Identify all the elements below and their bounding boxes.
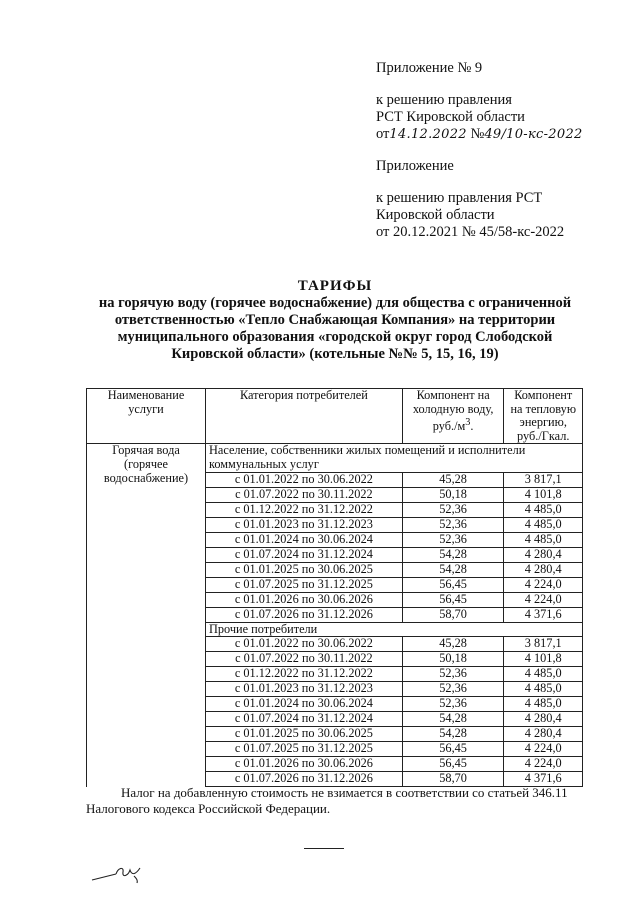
category-row [87, 444, 583, 472]
document-title [70, 278, 600, 363]
decision-date-line [376, 126, 616, 143]
title-line: ответственностью «Тепло Снабжающая Компания» на территории [114, 312, 556, 328]
table-header-row [87, 389, 583, 444]
period-cell: с 01.01.2024 по 30.06.2024 [206, 532, 403, 547]
decision-line: к решению правления [376, 92, 512, 108]
heat-value: 4 485,0 [504, 532, 583, 547]
date-prefix: от [376, 126, 390, 142]
cold-water-value: 54,28 [402, 547, 504, 562]
heat-value: 4 224,0 [504, 742, 583, 757]
cold-water-value: 58,70 [402, 772, 504, 787]
period-cell: с 01.01.2024 по 30.06.2024 [206, 697, 403, 712]
number-sign: № [470, 126, 485, 142]
heat-value: 4 485,0 [504, 667, 583, 682]
cold-water-value: 52,36 [402, 682, 504, 697]
handwritten-number: 49/10-кс-2022 [484, 127, 583, 142]
heat-value: 4 485,0 [504, 502, 583, 517]
period-cell: с 01.07.2025 по 31.12.2025 [206, 577, 403, 592]
period-cell: с 01.07.2024 по 31.12.2024 [206, 547, 403, 562]
title-line: на горячую воду (горячее водоснабжение) для общества с ограниченной [98, 295, 572, 311]
previous-decision-date: от 20.12.2021 № 45/58-кс-2022 [376, 224, 565, 240]
header-cold-water: Компонент на холодную воду, $руб./м^3$. [402, 389, 504, 444]
appendix-header [376, 60, 616, 256]
heat-value: 4 224,0 [504, 577, 583, 592]
period-cell: с 01.07.2022 по 30.11.2022 [206, 652, 403, 667]
heat-value: 4 485,0 [504, 697, 583, 712]
heat-value: 4 224,0 [504, 592, 583, 607]
period-cell: с 01.01.2025 по 30.06.2025 [206, 562, 403, 577]
period-cell: с 01.01.2023 по 31.12.2023 [206, 682, 403, 697]
heat-value: 4 101,8 [504, 652, 583, 667]
heat-value: 4 224,0 [504, 757, 583, 772]
period-cell: с 01.01.2022 по 30.06.2022 [206, 472, 403, 487]
previous-decision-authority: Кировской области [376, 207, 495, 223]
period-cell: с 01.12.2022 по 31.12.2022 [206, 667, 403, 682]
cold-water-value: 50,18 [402, 652, 504, 667]
consumer-category: Прочие потребители [206, 622, 583, 637]
heat-value: 4 280,4 [504, 547, 583, 562]
table-body [87, 444, 583, 787]
cold-water-value: 50,18 [402, 487, 504, 502]
handwritten-date: 14.12.2022 [389, 127, 467, 142]
period-cell: с 01.12.2022 по 31.12.2022 [206, 502, 403, 517]
appendix-label: Приложение [376, 158, 454, 174]
cold-water-value: 56,45 [402, 577, 504, 592]
period-cell: с 01.07.2026 по 31.12.2026 [206, 772, 403, 787]
cold-water-value: 56,45 [402, 757, 504, 772]
heat-value: 3 817,1 [504, 637, 583, 652]
vat-note: Налог на добавленную стоимость не взимается в соответствии со статьей 346.11 Налогового кодекса Российской Федерации. [86, 785, 568, 816]
title-main: ТАРИФЫ [297, 278, 373, 294]
heat-value: 4 280,4 [504, 562, 583, 577]
header-heat: Компонент на тепловую энергию, руб./Гкал. [504, 389, 583, 444]
period-cell: с 01.07.2025 по 31.12.2025 [206, 742, 403, 757]
cold-water-value: 54,28 [402, 712, 504, 727]
heat-value: 3 817,1 [504, 472, 583, 487]
cold-water-value: 54,28 [402, 562, 504, 577]
period-cell: с 01.01.2026 по 30.06.2026 [206, 592, 403, 607]
period-cell: с 01.07.2024 по 31.12.2024 [206, 712, 403, 727]
cold-water-value: 58,70 [402, 607, 504, 622]
cold-water-value: 45,28 [402, 472, 504, 487]
service-name: Горячая вода (горячее водоснабжение) [87, 444, 206, 787]
header-category: Категория потребителей [206, 389, 403, 444]
cold-water-value: 56,45 [402, 742, 504, 757]
decision-authority: РСТ Кировской области [376, 109, 525, 125]
period-cell: с 01.01.2026 по 30.06.2026 [206, 757, 403, 772]
period-cell: с 01.01.2022 по 30.06.2022 [206, 637, 403, 652]
signature-icon [90, 862, 150, 884]
header-service: Наименование услуги [87, 389, 206, 444]
cold-water-value: 52,36 [402, 502, 504, 517]
cold-water-value: 52,36 [402, 532, 504, 547]
cold-water-value: 52,36 [402, 697, 504, 712]
appendix-number: Приложение № 9 [376, 60, 483, 76]
consumer-category: Население, собственники жилых помещений и исполнители коммунальных услуг [206, 444, 583, 472]
heat-value: 4 101,8 [504, 487, 583, 502]
title-line: Кировской области» (котельные №№ 5, 15, 16, 19) [171, 346, 499, 362]
heat-value: 4 371,6 [504, 772, 583, 787]
heat-value: 4 280,4 [504, 712, 583, 727]
period-cell: с 01.01.2023 по 31.12.2023 [206, 517, 403, 532]
period-cell: с 01.01.2025 по 30.06.2025 [206, 727, 403, 742]
heat-value: 4 485,0 [504, 517, 583, 532]
heat-value: 4 280,4 [504, 727, 583, 742]
heat-value: 4 485,0 [504, 682, 583, 697]
period-cell: с 01.07.2022 по 30.11.2022 [206, 487, 403, 502]
heat-value: 4 371,6 [504, 607, 583, 622]
period-cell: с 01.07.2026 по 31.12.2026 [206, 607, 403, 622]
previous-decision-line: к решению правления РСТ [376, 190, 543, 206]
cold-water-value: 54,28 [402, 727, 504, 742]
cold-water-value: 56,45 [402, 592, 504, 607]
cold-water-value: 52,36 [402, 667, 504, 682]
separator-line [304, 848, 344, 849]
cold-water-value: 52,36 [402, 517, 504, 532]
title-line: муниципального образования «городской округ город Слободской [117, 329, 553, 345]
tariff-table [86, 388, 583, 787]
cold-water-value: 45,28 [402, 637, 504, 652]
